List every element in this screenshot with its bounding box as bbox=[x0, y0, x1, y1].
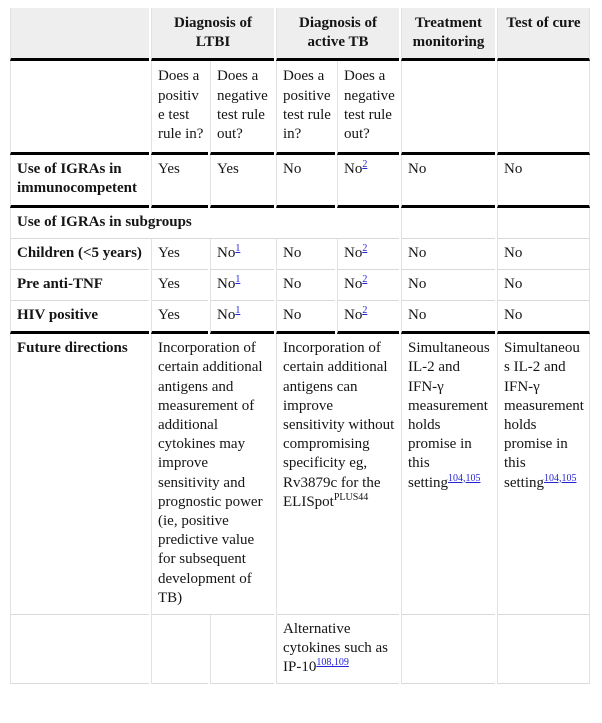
row-anti-tnf bbox=[10, 270, 590, 301]
cell-immunocompetent-cure: No bbox=[497, 155, 590, 207]
reference-sup bbox=[362, 159, 367, 170]
cell-future-active-tb bbox=[276, 334, 399, 615]
cell-subgroups-empty-treatment bbox=[401, 208, 495, 239]
cell-text: No bbox=[344, 275, 363, 292]
cell-alt-empty-cure bbox=[497, 615, 590, 685]
cell-future-cure bbox=[497, 334, 590, 615]
cell-text: No bbox=[344, 307, 363, 324]
sup-text: PLUS44 bbox=[333, 491, 369, 503]
reference-sup bbox=[448, 473, 481, 484]
subheader-ltbi-positive-rule-in: Does a positive test rule in? bbox=[151, 61, 208, 155]
cell-anti-tnf-treatment: No bbox=[401, 270, 495, 301]
reference-link-104-105[interactable]: 104,105 bbox=[544, 472, 577, 484]
row-immunocompetent bbox=[10, 155, 590, 207]
reference-sup bbox=[362, 305, 367, 316]
row-label-immunocompetent: Use of IGRAs in immunocompetent bbox=[10, 155, 149, 207]
cell-text: No bbox=[217, 244, 236, 261]
reference-link-2[interactable]: 2 bbox=[362, 159, 368, 171]
reference-link-1[interactable]: 1 bbox=[235, 273, 241, 285]
reference-sup bbox=[362, 274, 367, 285]
reference-sup bbox=[316, 657, 349, 668]
cell-hiv-ltbi-positive: Yes bbox=[151, 301, 208, 334]
cell-children-treatment: No bbox=[401, 239, 495, 270]
col-header-treatment-monitoring: Treatment monitoring bbox=[401, 8, 495, 61]
cell-anti-tnf-atb-positive: No bbox=[276, 270, 335, 301]
reference-link-104-105[interactable]: 104,105 bbox=[448, 472, 481, 484]
reference-sup bbox=[235, 243, 240, 254]
reference-link-2[interactable]: 2 bbox=[362, 273, 368, 285]
reference-sup bbox=[235, 274, 240, 285]
cell-children-atb-positive: No bbox=[276, 239, 335, 270]
cell-future-treatment bbox=[401, 334, 495, 615]
cell-text: No bbox=[344, 244, 363, 261]
cell-anti-tnf-cure: No bbox=[497, 270, 590, 301]
elispot-plus-sup bbox=[334, 492, 368, 503]
cell-children-atb-negative bbox=[337, 239, 399, 270]
reference-link-1[interactable]: 1 bbox=[235, 242, 241, 254]
cell-subgroups-empty-cure bbox=[497, 208, 590, 239]
reference-sup bbox=[235, 305, 240, 316]
cell-alt-empty-treatment bbox=[401, 615, 495, 685]
cell-immunocompetent-ltbi-negative: Yes bbox=[210, 155, 274, 207]
cell-alt-empty-label bbox=[10, 615, 149, 685]
cell-text: Incorporation of certain additional antigens can improve sensitivity without compromising specificity eg, Rv3879c for the ELISpot bbox=[283, 340, 395, 510]
cell-alt-empty-ltbi-negative bbox=[210, 615, 274, 685]
reference-sup bbox=[544, 473, 577, 484]
cell-text: Alternative cytokines such as IP-10 bbox=[283, 620, 388, 676]
row-future-directions bbox=[10, 334, 590, 615]
subheader-atb-positive-rule-in: Does a positive test rule in? bbox=[276, 61, 335, 155]
row-subgroups-section bbox=[10, 208, 590, 239]
igra-utility-table bbox=[8, 8, 592, 684]
cell-children-cure: No bbox=[497, 239, 590, 270]
cell-immunocompetent-treatment: No bbox=[401, 155, 495, 207]
reference-sup bbox=[362, 243, 367, 254]
row-label-hiv: HIV positive bbox=[10, 301, 149, 334]
row-label-children: Children (<5 years) bbox=[10, 239, 149, 270]
subheader-empty-treatment bbox=[401, 61, 495, 155]
subheader-atb-negative-rule-out: Does a negative test rule out? bbox=[337, 61, 399, 155]
subheader-empty-cure bbox=[497, 61, 590, 155]
row-hiv bbox=[10, 301, 590, 334]
subheader-empty-cell bbox=[10, 61, 149, 155]
row-children bbox=[10, 239, 590, 270]
cell-anti-tnf-ltbi-positive: Yes bbox=[151, 270, 208, 301]
cell-text: No bbox=[344, 161, 363, 178]
cell-hiv-atb-positive: No bbox=[276, 301, 335, 334]
section-label-subgroups: Use of IGRAs in subgroups bbox=[10, 208, 399, 239]
cell-children-ltbi-negative bbox=[210, 239, 274, 270]
header-empty-cell bbox=[10, 8, 149, 61]
header-row bbox=[10, 8, 590, 61]
cell-hiv-ltbi-negative bbox=[210, 301, 274, 334]
reference-link-1[interactable]: 1 bbox=[235, 305, 241, 317]
cell-text: No bbox=[217, 275, 236, 292]
cell-hiv-treatment: No bbox=[401, 301, 495, 334]
cell-anti-tnf-ltbi-negative bbox=[210, 270, 274, 301]
col-header-diagnosis-active-tb: Diagnosis of active TB bbox=[276, 8, 399, 61]
col-header-diagnosis-ltbi: Diagnosis of LTBI bbox=[151, 8, 274, 61]
cell-alt-active-tb bbox=[276, 615, 399, 685]
reference-link-108-109[interactable]: 108,109 bbox=[316, 657, 349, 669]
cell-hiv-cure: No bbox=[497, 301, 590, 334]
row-label-future-directions: Future directions bbox=[10, 334, 149, 615]
col-header-test-of-cure: Test of cure bbox=[497, 8, 590, 61]
cell-immunocompetent-atb-negative bbox=[337, 155, 399, 207]
cell-immunocompetent-ltbi-positive: Yes bbox=[151, 155, 208, 207]
row-alternative-cytokines bbox=[10, 615, 590, 685]
reference-link-2[interactable]: 2 bbox=[362, 305, 368, 317]
cell-hiv-atb-negative bbox=[337, 301, 399, 334]
subheader-row bbox=[10, 61, 590, 155]
reference-link-2[interactable]: 2 bbox=[362, 242, 368, 254]
cell-alt-empty-ltbi-positive bbox=[151, 615, 208, 685]
cell-children-ltbi-positive: Yes bbox=[151, 239, 208, 270]
cell-immunocompetent-atb-positive: No bbox=[276, 155, 335, 207]
cell-text: Simultaneous IL-2 and IFN-γ measurement holds promise in this setting bbox=[504, 340, 584, 491]
cell-anti-tnf-atb-negative bbox=[337, 270, 399, 301]
subheader-ltbi-negative-rule-out: Does a negative test rule out? bbox=[210, 61, 274, 155]
row-label-anti-tnf: Pre anti-TNF bbox=[10, 270, 149, 301]
cell-future-ltbi: Incorporation of certain additional antigens and measurement of additional cytokines may improve sensitivity and prognostic power (ie, positive predictive value for subsequent development of TB) bbox=[151, 334, 274, 615]
cell-text: Simultaneous IL-2 and IFN-γ measurement holds promise in this setting bbox=[408, 340, 490, 491]
cell-text: No bbox=[217, 307, 236, 324]
